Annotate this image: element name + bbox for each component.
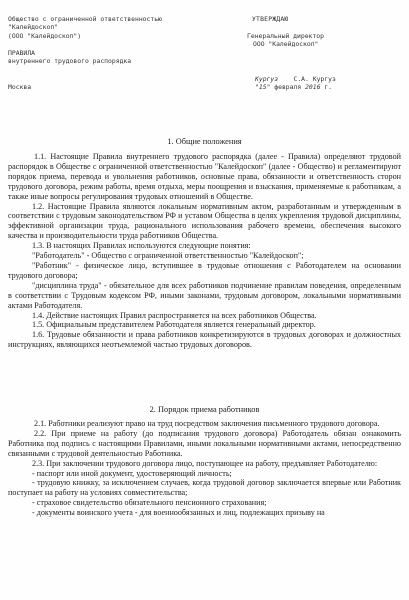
paragraph: 2.2. При приеме на работу (до подписания трудового договора) Работодатель обязан ознакомить Работника под подпись с настоящими Правилами, иными локальными нормативными актами, непосредственно связанными с трудовой деятельностью Работника. [8, 428, 401, 458]
paragraph: 1.1. Настоящие Правила внутреннего трудового распорядка (далее - Правила) определяют трудовой распорядок в Обществе с ограниченной ответственностью "Калейдоскоп" (далее - Общество) и регламентируют порядок приема, перевода и увольнения работников, основные права, обязанности и ответственность сторон трудового договора, режим работы, время отдыха, меры поощрения и взыскания, применяемые к работникам, а также иные вопросы регулирования трудовых отношений в Обществе. [8, 152, 401, 201]
approver-position: Генеральный директор [247, 31, 324, 40]
blank-line [247, 23, 324, 31]
handwritten-signature: Кургуз [255, 75, 279, 83]
definition: "дисциплина труда" - обязательное для всех работников подчинение правилам поведения, определенным в соответствии с Трудовым кодексом РФ, иными законами, трудовым договором, локальными нормативными актами Работодателя. [8, 280, 401, 310]
paragraph: 2.3. При заключении трудового договора лицо, поступающее на работу, предъявляет Работодателю: [32, 458, 378, 468]
org-name-line: Общество с ограниченной ответственностью [8, 15, 162, 23]
approval-block [247, 15, 324, 49]
blank-line [8, 40, 162, 48]
list-item: - документы воинского учета - для военнообязанных и лиц, подлежащих призыву на [32, 508, 325, 518]
doc-type: ПРАВИЛА [8, 48, 35, 57]
approval-day: 15 [258, 83, 267, 92]
city-label: Москва [8, 83, 32, 91]
definition: "Работник" - физическое лицо, вступившее в трудовые отношения с Работодателем на основании трудового договора; [8, 260, 401, 280]
paragraph: 1.2. Настоящие Правила являются локальным нормативным актом, разработанным и утвержденным в соответствии с трудовым законодательством РФ и уставом Общества в целях укрепления трудовой дисциплины, эффективной организации труда, рационального использования рабочего времени, обеспечения высокого качества и производительности труда работников Общества. [8, 201, 401, 241]
list-item: - паспорт или иной документ, удостоверяющий личность; [32, 468, 232, 478]
section-1-body [8, 152, 401, 350]
paragraph: 1.3. В настоящих Правилах используются следующие понятия: [32, 241, 251, 251]
paragraph: 1.4. Действие настоящих Правил распространяется на всех работников Общества. [32, 310, 317, 320]
approval-year: 2016 [305, 83, 321, 92]
section-heading: 2. Порядок приема работников [149, 405, 260, 414]
approval-title: УТВЕРЖДАЮ [252, 15, 289, 23]
org-short-name: (ООО "Калейдоскоп") [8, 31, 82, 40]
approver-company: ООО "Калейдоскоп" [253, 40, 319, 49]
signature-block: Кургуз С.А. Кургуз "15" февраля 2016 г. [255, 75, 336, 92]
definition: "Работодатель" - Общество с ограниченной ответственностью "Калейдоскоп"; [32, 251, 304, 261]
section-heading: 1. Общие положения [167, 137, 242, 146]
doc-subtitle: внутреннего трудового распорядка [8, 57, 132, 66]
section-2-body [8, 419, 401, 518]
paragraph: 2.1. Работники реализуют право на труд посредством заключения письменного трудового договора. [34, 419, 380, 428]
list-item: - трудовую книжку, за исключением случаев, когда трудовой договор заключается впервые или Работник поступает на работу на условиях совместительства; [8, 478, 401, 498]
paragraph: 1.5. Официальным представителем Работодателя является генеральный директор. [32, 320, 316, 330]
approver-name: С.А. Кургуз [293, 75, 336, 83]
org-name-line: "Калейдоскоп" [8, 23, 59, 32]
organization-block [8, 15, 162, 65]
paragraph: 1.6. Трудовые обязанности и права работников конкретизируются в трудовых договорах и должностных инструкциях, являющихся неотъемлемой частью трудовых договоров. [8, 330, 401, 350]
list-item: - страховое свидетельство обязательного пенсионного страхования; [32, 498, 267, 508]
